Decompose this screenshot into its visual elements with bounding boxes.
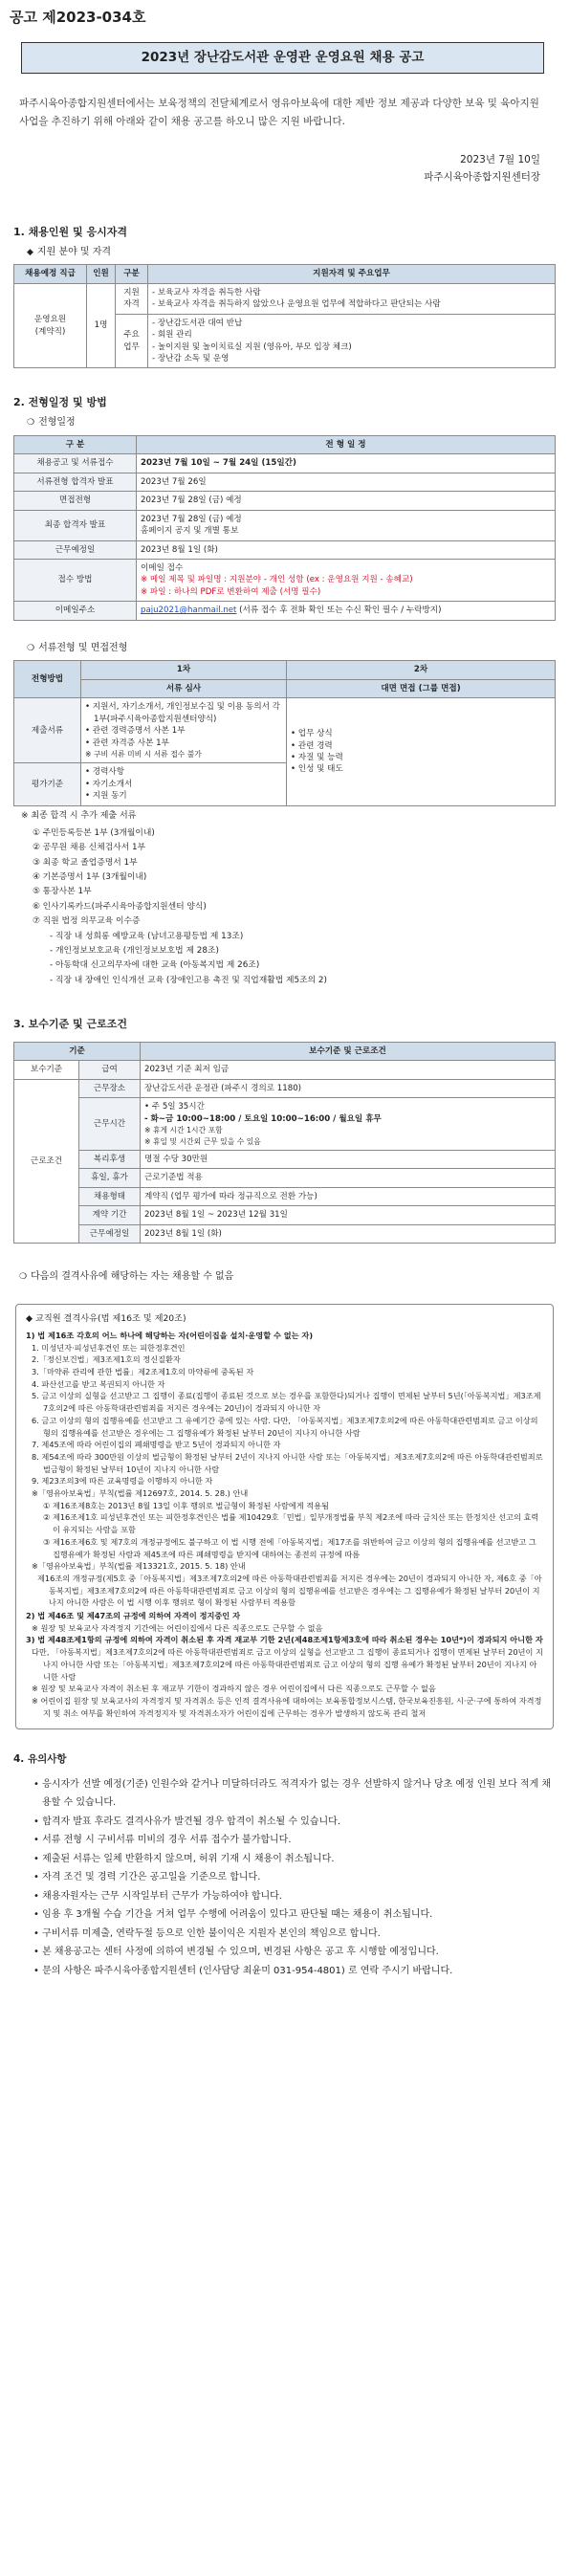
eval-label: 평가기준 (14, 763, 81, 805)
interview-list (287, 698, 556, 805)
type-label: 채용형태 (79, 1187, 141, 1205)
section-1-heading: 1. 채용인원 및 응시자격 (13, 225, 127, 238)
job-count: 1명 (87, 283, 116, 368)
list-item: • 자격 조건 및 경력 기간은 공고일을 기준으로 합니다. (33, 1872, 261, 1883)
disq-p1: 1) 법 제16조 각호의 어느 하나에 해당하는 자(어린이집을 설치·운영할 수 없는 자) (26, 1330, 314, 1340)
list-item: • 관련 자격증 사본 1부 (85, 738, 169, 748)
submit-list (81, 698, 287, 763)
list-item: ⑦ 직원 법정 의무교육 이수증 (33, 916, 141, 927)
th-stage: 구 분 (14, 435, 137, 453)
th-rank: 채용예정 직급 (14, 265, 87, 283)
list-item: - 아동학대 신고의무자에 대한 교육 (아동복지법 제 26조) (50, 960, 260, 971)
circle-icon: ❍ (27, 643, 35, 653)
th-count: 인원 (87, 265, 116, 283)
th-qualification: 지원자격 및 주요업무 (148, 265, 556, 283)
th-stage2: 2차 (287, 661, 556, 679)
issuer: 파주시육아종합지원센터장 (424, 171, 540, 184)
qualification-table (13, 264, 556, 368)
schedule-table (13, 435, 556, 621)
list-item: • 서류 전형 시 구비서류 미비의 경우 서류 접수가 불가합니다. (33, 1835, 292, 1846)
notes-list (13, 1775, 556, 1981)
list-item: - 장난감 소독 및 운영 (152, 353, 230, 363)
start-value: 2023년 8월 1일 (화) (141, 1224, 556, 1243)
list-item: • 본 채용공고는 센터 사정에 의하여 변경될 수 있으며, 변경된 사항은 공고 후 시행할 예정입니다. (33, 1947, 439, 1958)
schedule-value: 2023년 7월 10일 ~ 7월 24일 (15일간) (137, 454, 556, 473)
list-item: ④ 기본증명서 1부 (3개월이내) (33, 871, 147, 882)
list-item: ① 주민등록등본 1부 (3개월이내) (33, 827, 155, 838)
submit-label: 제출서류 (14, 698, 81, 763)
intro-text: 파주시육아종합지원센터에서는 보육정책의 전달체계로서 영유아보육에 대한 제반 정보 제공과 다양한 보육 및 육아지원 사업을 추진하기 위해 아래와 같이 채용 공고를 하오니 많은 지원 바랍니다. (19, 98, 539, 127)
category-qualification: 지원 자격 (116, 283, 148, 314)
final-docs-list (33, 826, 556, 988)
email-cell (137, 602, 556, 620)
list-item: • 합격자 발표 후라도 결격사유가 발견될 경우 합격이 취소될 수 있습니다. (33, 1816, 341, 1827)
list-item: • 응시자가 선발 예정(기준) 인원수와 같거나 미달하더라도 적격자가 없는 경우 선발하지 않거나 당초 예정 인원 보다 적게 채용할 수 있습니다. (33, 1778, 552, 1809)
time-label: 근무시간 (79, 1098, 141, 1151)
list-item: ※ 구비 서류 미비 시 서류 접수 불가 (85, 750, 202, 760)
list-item: - 보육교사 자격을 취득하지 않았으나 운영요원 업무에 적합하다고 판단되는 사람 (152, 299, 441, 310)
list-item: • 문의 사항은 파주시육아종합지원센터 (인사담당 최윤미 031-954-4801) 로 연락 주시기 바랍니다. (33, 1965, 453, 1976)
schedule-label: 채용공고 및 서류접수 (14, 454, 137, 473)
period-value: 2023년 8월 1일 ~ 2023년 12월 31일 (141, 1206, 556, 1224)
list-item: • 업무 상식 (291, 729, 333, 739)
list-item: • 지원 동기 (85, 791, 127, 802)
th-stage2-desc: 대면 면접 (그룹 면접) (287, 679, 556, 697)
list-item: - 개인정보보호교육 (개인정보보호법 제 28조) (50, 945, 219, 956)
page-title: 2023년 장난감도서관 운영관 운영요원 채용 공고 (21, 42, 544, 75)
pay-value: 2023년 기준 최저 임금 (141, 1061, 556, 1079)
schedule-value: 2023년 8월 1일 (화) (137, 540, 556, 559)
leave-label: 휴일, 휴가 (79, 1169, 141, 1187)
apply-label: 접수 방법 (14, 560, 137, 602)
conditions-group: 근로조건 (14, 1079, 79, 1243)
eval-list (81, 763, 287, 805)
pay-group: 보수기준 (14, 1061, 79, 1079)
list-item: • 관련 경력증명서 사본 1부 (85, 726, 186, 737)
schedule-label: 근무예정일 (14, 540, 137, 559)
apply-line: 이메일 접수 (141, 563, 184, 574)
email-link[interactable]: paju2021@hanmail.net (141, 605, 237, 616)
schedule-label: 서류전형 합격자 발표 (14, 473, 137, 491)
list-item: • 관련 경력 (291, 740, 333, 751)
email-note: (서류 접수 후 전화 확인 또는 수신 확인 필수 / 누락방지) (236, 605, 442, 616)
issue-block (13, 151, 540, 187)
schedule-value: 2023년 7월 28일 (금) 예정 (137, 492, 556, 510)
list-item: - 장난감도서관 대여 반납 (152, 318, 243, 328)
list-item: ⑥ 인사기록카드(파주시육아종합지원센터 양식) (33, 901, 207, 912)
final-docs-heading: ※ 최종 합격 시 추가 제출 서류 (21, 810, 137, 821)
list-item: • 자질 및 능력 (291, 752, 343, 762)
th-stage1-desc: 서류 심사 (81, 679, 287, 697)
circle-icon: ❍ (19, 1272, 28, 1283)
th-conditions: 보수기준 및 근로조건 (141, 1043, 556, 1061)
list-item: • 임용 후 3개월 수습 기간을 거쳐 업무 수행에 어려움이 있다고 판단될 때는 채용이 취소됩니다. (33, 1909, 433, 1921)
list-item: • 구비서류 미제출, 연락두절 등으로 인한 불이익은 지원자 본인의 책임으로 합니다. (33, 1927, 381, 1939)
list-item: • 인성 및 태도 (291, 764, 343, 775)
schedule-value: 2023년 7월 26일 (137, 473, 556, 491)
th-criteria: 기준 (14, 1043, 141, 1061)
section-2-heading: 2. 전형일정 및 방법 (13, 396, 107, 409)
section-2-sub2: ❍ 서류전형 및 면접전형 (27, 642, 128, 653)
th-method: 전형방법 (14, 661, 81, 698)
disqualification-box: ◆ 교직원 결격사유(법 제16조 및 제20조) 1) 법 제16조 각호의 어느 하나에 해당하는 자(어린이집을 설치·운영할 수 없는 자) 1. 미성년자·피성년후견인 또는 피한정후견인 2.「정신보건법」제3조제1호의 정신질환자 3.「마약류 관리에 관한 법률」제2조제1호의 마약류에 중독된 자 4. 파산선고를 받고 복권되지 아니한 자 5. 금고 이상의 실형을 선고받고 그 집행이 종료(집행이 종료된 것으로 보는 경우를 포함한다)되거나 집행이 면제된 날부터 5년(「아동복지법」제3조제7호의2에 따른 아동학대관련범죄를 저지른 경우에는 20년)이 경과되지 아니한 자 6. 금고 이상의 형의 집행유예를 선고받고 그 유예기간 중에 있는 사람. 다만, 「아동복지법」제3조제7호의2에 따른 아동학대관련범죄로 금고 이상의 형의 집행유예를 선고받은 경우에는 그 집행유예가 확정된 날부터 20년이 지나지 아니한 사람 7. 제45조에 따라 어린이집의 폐쇄명령을 받고 5년이 경과되지 아니한 자 8. 제54조에 따라 300만원 이상의 벌금형이 확정된 날부터 2년이 지나지 아니한 사람 또는「아동복지법」제3조제7호의2에 따른 아동학대관련범죄로 벌금형이 확정된 날부터 10년이 지나지 아니한 사람 9. 제23조의3에 따른 교육명령을 이행하지 아니한 자 ※「영유아보육법」부칙(법률 제12697호, 2014. 5. 28.) 안내 ① 제16조제8호는 2013년 8월 13일 이후 행위로 벌금형이 확정된 사람에게 적용됨 ② 제16조제1호 피성년후견인 또는 피한정후견인은 법률 제10429호「민법」일부개정법률 부칙 제2조에 따라 금치산 또는 한정치산 선고의 효력이 유지되는 사람을 포함 ③ 제16조제6호 및 제7호의 개정규정에도 불구하고 이 법 시행 전에「아동복지법」제17조를 위반하여 금고 이상의 형의 집행유예를 선고받고 그 집행유예가 확정된 사람과 제45조에 따른 폐쇄명령을 받지에 대하여는 종전의 규정에 따름 ※「영유아보육법」부칙(법률 제13321호, 2015. 5. 18) 안내 제16조의 개정규정(제5호 중「아동복지법」제3조제7호의2에 따른 아동학대관련범죄를 저지른 경우에는 20년이 경과되지 아니한 자, 제6호 중「아동복지법」제3조제7호의2에 따른 아동학대관련범죄로 금고 이상의 형의 집행유예를 선고받은 경우에는 그 집행유예가 확정된 날부터 20년이 지나지 아니한 사람은 이 법 시행 이후 행위로 형이 확정된 사람부터 적용함 2) 법 제46조 및 제47조의 규정에 의하여 자격이 정지중인 자 ※ 원장 및 보육교사 자격정지 기간에는 어린이집에서 다른 직종으로도 근무할 수 없음 3) 법 제48조제1항의 규정에 의하여 자격이 취소된 후 자격 재교부 기한 2년(제48조제1항제3호에 따라 취소된 경우는 10년*)이 경과되지 아니한 자 다만, 「아동복지법」제3조제7호의2에 따른 아동학대관련범죄로 금고 이상의 실형을 선고받고 그 집행이 종료되거나 집행이 면제된 날부터 20년이 지나지 아니한 사람 또는「아동복지법」제3조제7호의2에 따른 아동학대관련범죄로 금고 이상의 형의 집행 유예가 확정된 날부터 20년이 지나지 아니한 사람 ※ 원장 및 보육교사 자격이 취소된 후 재교부 기한이 경과하지 않은 경우 어린이집에서 다른 직종으로도 근무할 수 없음 ※ 어린이집 원장 및 보육교사의 자격정지 및 자격취소 등은 인적 결격사유에 대하여는 보육통합정보시스템, 한국보육진흥원, 시·군·구에 통하여 자격정지 및 취소 여부를 확인하여 자격정지자 및 자격취소자가 어린이집에 근무하는 경우가 발생하지 않도록 관리 철저 (15, 1304, 554, 1730)
apply-note: ※ 파일 : 하나의 PDF로 변환하여 제출 (서명 필수) (141, 586, 321, 597)
list-item: ② 공무원 채용 신체검사서 1부 (33, 843, 146, 853)
disqualification-intro: ❍ 다음의 결격사유에 해당하는 자는 채용할 수 없음 (19, 1271, 234, 1283)
start-label: 근무예정일 (79, 1224, 141, 1243)
section-1-sub: ◆ 지원 분야 및 자격 (27, 246, 112, 257)
welfare-value: 명절 수당 30만원 (141, 1150, 556, 1168)
place-label: 근무장소 (79, 1079, 141, 1097)
th-category: 구분 (116, 265, 148, 283)
list-item: ③ 최종 학교 졸업증명서 1부 (33, 857, 138, 868)
schedule-value: 2023년 7월 28일 (금) 예정 홈페이지 공지 및 개별 통보 (137, 510, 556, 540)
list-item: - 보육교사 자격을 취득한 사람 (152, 287, 261, 297)
th-schedule: 전 형 일 정 (137, 435, 556, 453)
screening-table (13, 660, 556, 805)
diamond-icon: ◆ (27, 247, 33, 257)
category-duties: 주요 업무 (116, 314, 148, 368)
list-item: - 직장 내 장애인 인식개선 교육 (장애인고용 촉진 및 직업재활법 제5조의 2) (50, 975, 327, 985)
time-value: • 주 5일 35시간 - 화~금 10:00~18:00 / 토요일 10:00~16:00 / 월요일 휴무 ※ 휴게 시간 1시간 포함 ※ 휴일 및 시간외 근무 있을 수 있음 (141, 1098, 556, 1151)
type-value: 계약직 (업무 평가에 따라 정규직으로 전환 가능) (141, 1187, 556, 1205)
notice-number: 공고 제2023-034호 (10, 9, 146, 26)
apply-method (137, 560, 556, 602)
welfare-label: 복리후생 (79, 1150, 141, 1168)
circle-icon: ❍ (27, 418, 35, 429)
period-label: 계약 기간 (79, 1206, 141, 1224)
issue-date: 2023년 7월 10일 (460, 154, 540, 166)
list-item: - 놀이지원 및 놀이치료실 지원 (영유아, 부모 입장 체크) (152, 341, 352, 352)
email-label: 이메일주소 (14, 602, 137, 620)
schedule-label: 최종 합격자 발표 (14, 510, 137, 540)
section-4-heading: 4. 유의사항 (13, 1753, 67, 1766)
list-item: • 제출된 서류는 일체 반환하지 않으며, 허위 기재 시 채용이 취소됩니다. (33, 1853, 335, 1864)
list-item: ⑤ 통장사본 1부 (33, 887, 92, 897)
conditions-table (13, 1042, 556, 1244)
list-item: - 직장 내 성희롱 예방교육 (남녀고용평등법 제 13조) (50, 931, 244, 941)
list-item: • 지원서, 자기소개서, 개인정보수집 및 이용 동의서 각 1부(파주시육아종합지원센터양식) (85, 702, 280, 724)
th-stage1: 1차 (81, 661, 287, 679)
list-item: • 자기소개서 (85, 779, 133, 789)
list-item: • 경력사항 (85, 767, 125, 778)
leave-value: 근로기준법 적용 (141, 1169, 556, 1187)
section-3-heading: 3. 보수기준 및 근로조건 (13, 1018, 127, 1031)
job-title: 운영요원 (계약직) (14, 283, 87, 368)
section-2-sub1: ❍ 전형일정 (27, 417, 76, 429)
pay-label: 급여 (79, 1061, 141, 1079)
list-item: • 채용자원자는 근무 시작일부터 근무가 가능하여야 합니다. (33, 1890, 282, 1902)
place-value: 장난감도서관 운정관 (파주시 경의로 1180) (141, 1079, 556, 1097)
qualification-list (148, 283, 556, 314)
list-item: - 회원 관리 (152, 330, 192, 341)
apply-note: ※ 메일 제목 및 파일명 : 지원분야 - 개인 성함 (ex : 운영요원 지원 - 송혜교) (141, 575, 413, 585)
disq-heading: ◆ 교직원 결격사유(법 제16조 및 제20조) (26, 1312, 186, 1324)
duties-list (148, 314, 556, 368)
schedule-label: 면접전형 (14, 492, 137, 510)
